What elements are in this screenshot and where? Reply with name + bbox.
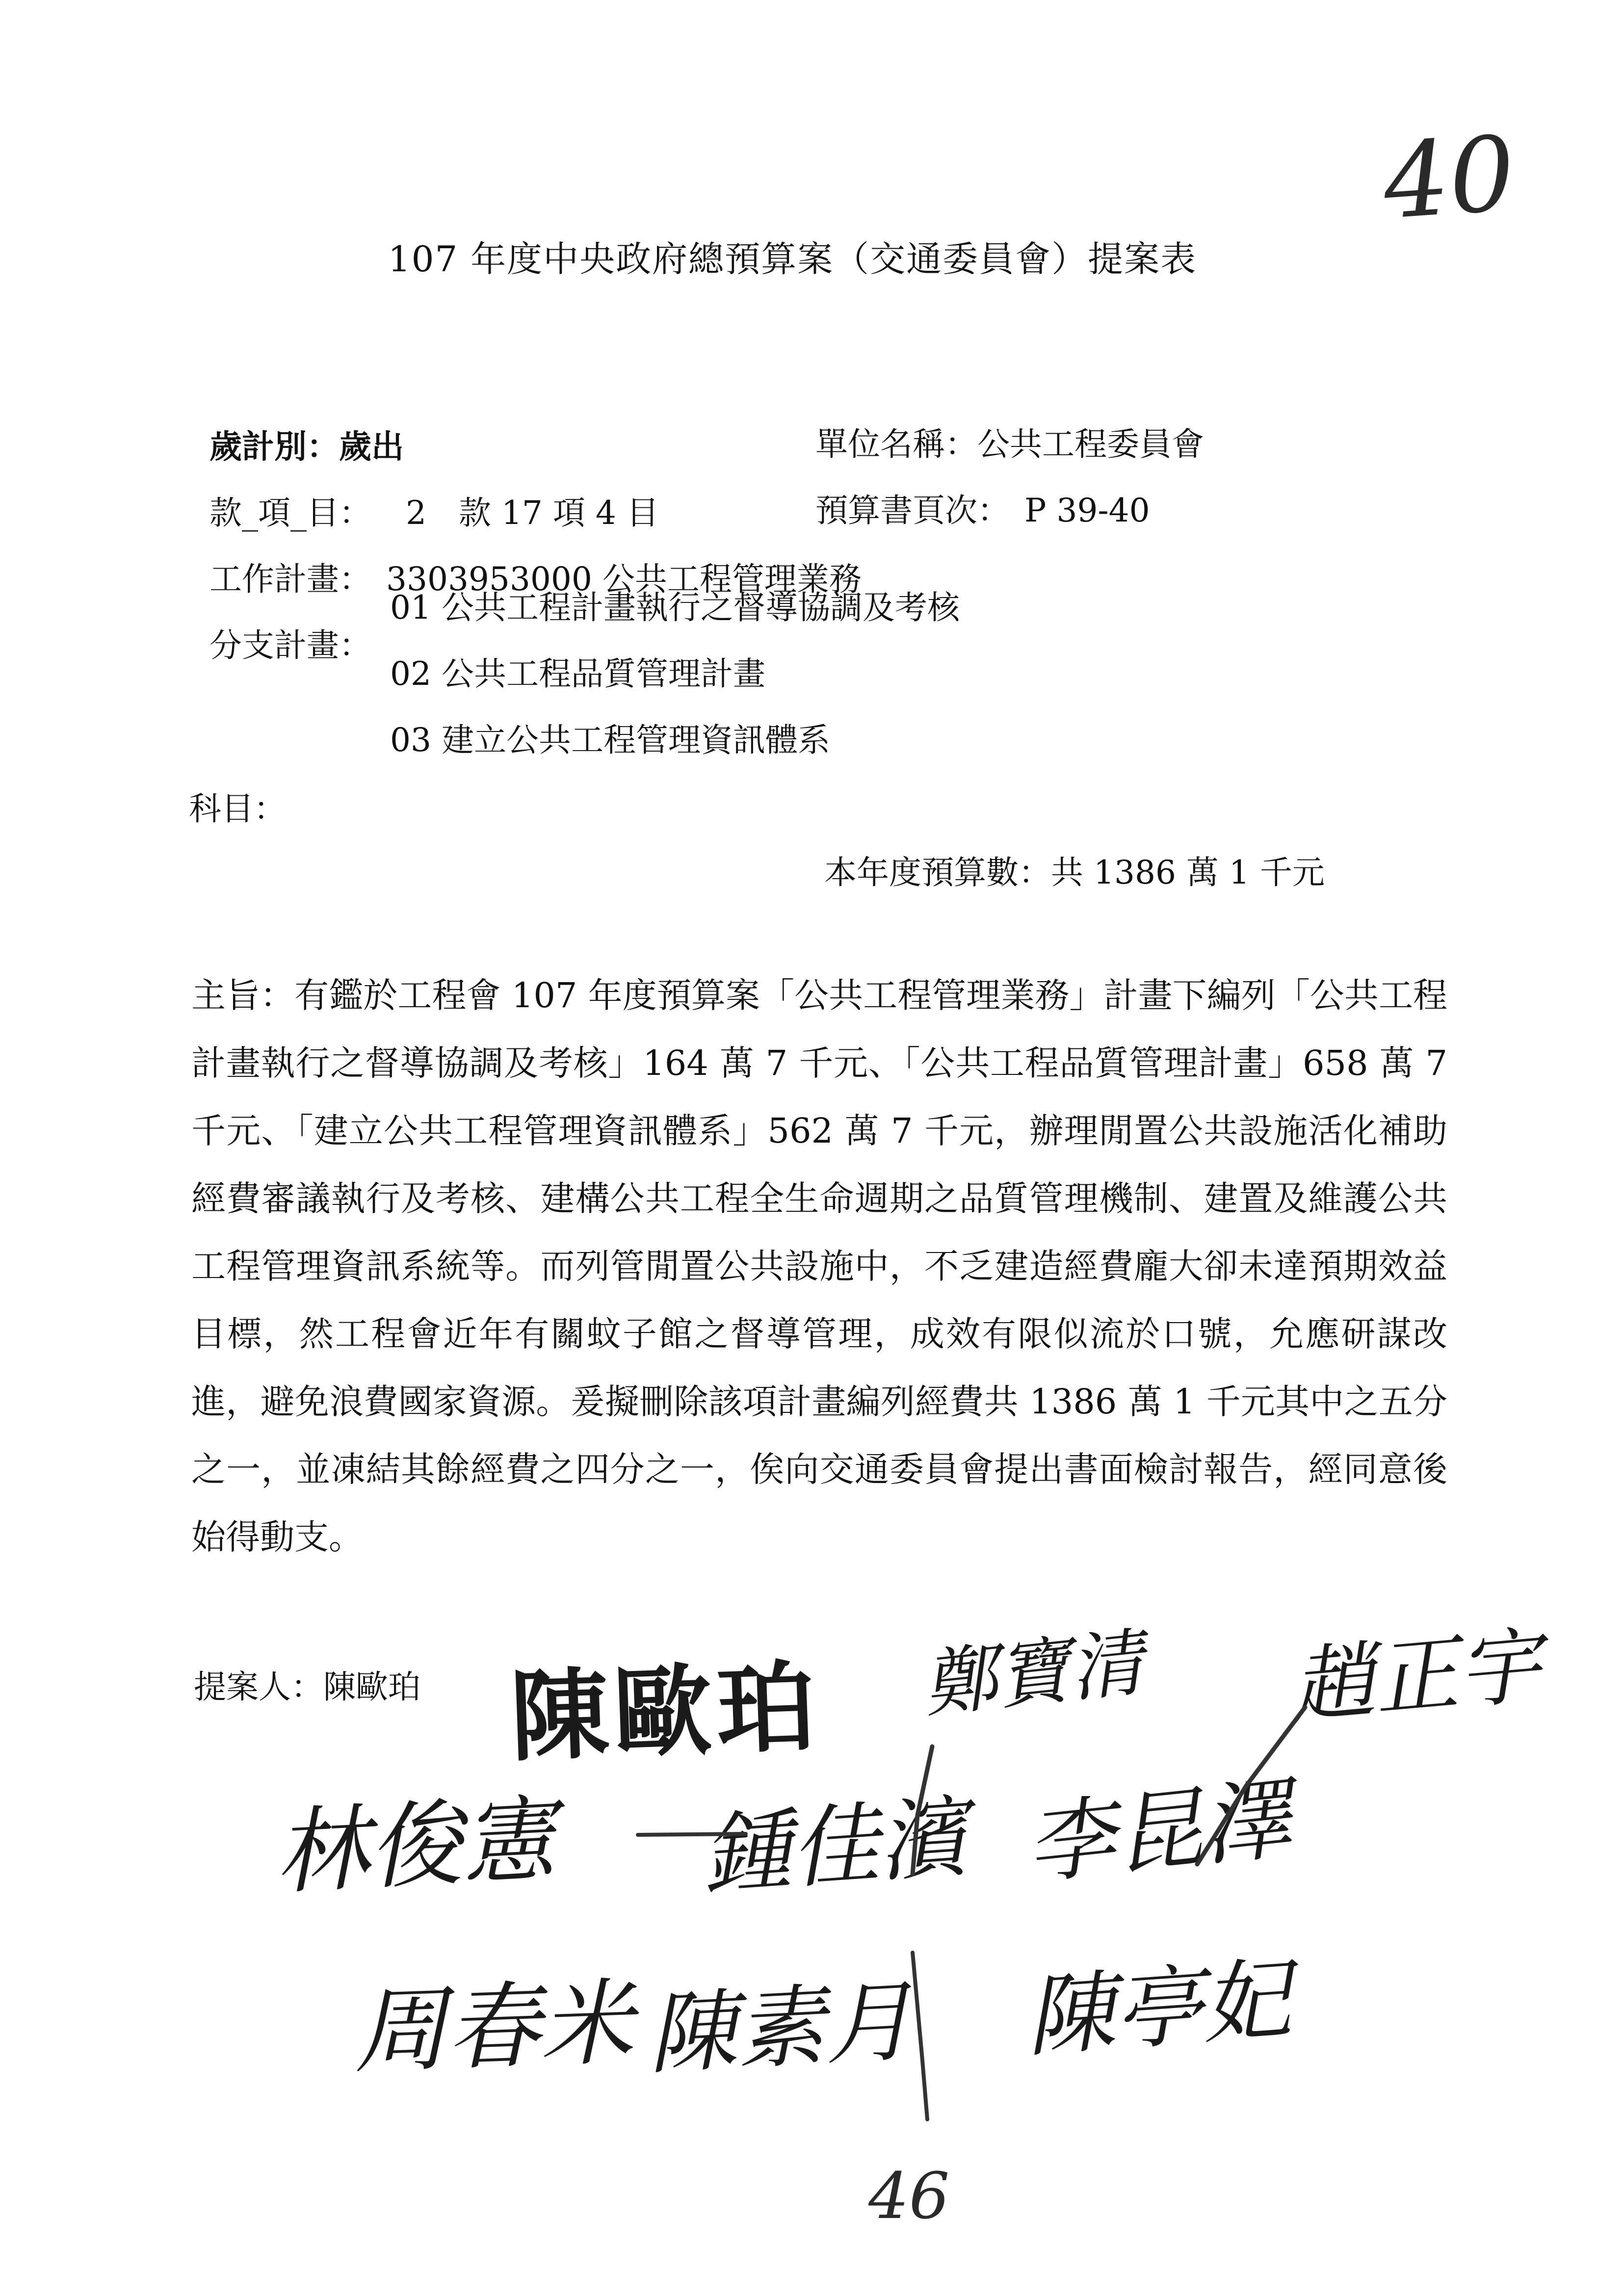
signature: 陳素月 bbox=[645, 1970, 916, 2087]
work-plan-label: 工作計畫： bbox=[209, 560, 371, 598]
subject-paragraph: 主旨：有鑑於工程會 107 年度預算案「公共工程管理業務」計畫下編列「公共工程計畫執行之督導協調及考核」164 萬 7 千元、「公共工程品質管理計畫」658 萬 7 千元、「建立公共工程管理資訊體系」562 萬 7 千元，辦理閒置公共設施活化補助經費審議執行及考核、建構公共工程全生命週期之品質管理機制、建置及維護公共工程管理資訊系統等。而列管閒置公共設施中，不乏建造經費龐大卻未達預期效益目標，然工程會近年有關蚊子館之督導管理，成效有限似流於口號，允應研謀改進，避免浪費國家資源。爰擬刪除該項計畫編列經費共 1386 萬 1 千元其中之五分之一，並凍結其餘經費之四分之一，俟向交通委員會提出書面檢討報告，經同意後始得動支。 bbox=[191, 975, 1447, 1557]
signature: 鍾佳濱 bbox=[699, 1786, 970, 1907]
signature: 李昆澤 bbox=[1022, 1767, 1296, 1897]
subject-label: 科目： bbox=[189, 790, 286, 828]
item-label: 款_項_目： bbox=[209, 494, 371, 532]
sub-plans-label: 分支計畫： bbox=[209, 626, 371, 664]
proposer-line: 提案人：陳歐珀 bbox=[194, 1668, 420, 1706]
sub-plan-item: 03 建立公共工程管理資訊體系 bbox=[390, 721, 830, 759]
sub-plan-item: 01 公共工程計畫執行之督導協調及考核 bbox=[390, 589, 960, 626]
work-plan-value: 3303953000 公共工程管理業務 bbox=[386, 560, 862, 598]
signature: 周春米 bbox=[351, 1968, 635, 2087]
signature: 鄭寶清 bbox=[919, 1619, 1148, 1728]
page-ref-label: 預算書頁次： bbox=[815, 492, 1010, 529]
signature: 趙正宇 bbox=[1287, 1618, 1545, 1736]
signature: 陳歐珀 bbox=[508, 1649, 822, 1775]
item-value: 2 款 17 項 4 目 bbox=[405, 494, 659, 532]
page-mark-top: 40 bbox=[1379, 113, 1519, 243]
page-title: 107 年度中央政府總預算案（交通委員會）提案表 bbox=[388, 238, 1197, 280]
unit-value: 公共工程委員會 bbox=[977, 425, 1204, 463]
account-type-value: 歲出 bbox=[339, 428, 404, 466]
page-ref-value: P 39-40 bbox=[1024, 492, 1150, 529]
signature: 陳亭妃 bbox=[1022, 1948, 1294, 2069]
unit-label: 單位名稱： bbox=[815, 425, 977, 463]
budget-total: 本年度預算數：共 1386 萬 1 千元 bbox=[824, 854, 1325, 891]
account-type-label: 歲計別： bbox=[209, 428, 339, 466]
sub-plan-item: 02 公共工程品質管理計畫 bbox=[390, 655, 765, 693]
signature: 林俊憲 bbox=[272, 1784, 558, 1907]
page-mark-bottom: 46 bbox=[868, 2159, 950, 2233]
